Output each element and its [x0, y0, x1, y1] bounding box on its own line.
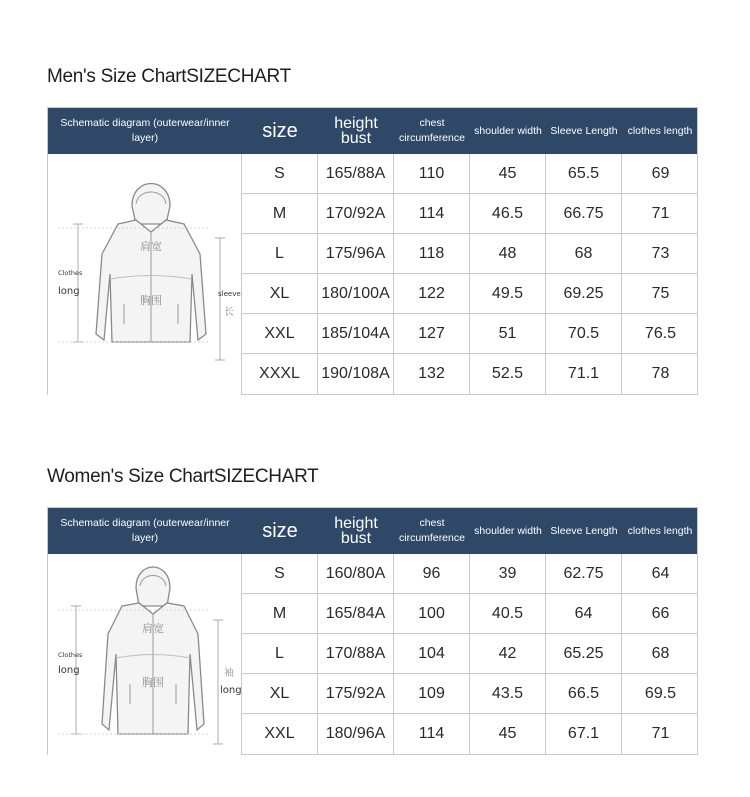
- cell-height-bust: 165/88A: [318, 154, 394, 193]
- cell-length: 71: [651, 204, 670, 222]
- cell-length: 73: [651, 244, 670, 262]
- sleeve-cn-label: 袖: [224, 668, 234, 679]
- cell-height-bust: 180/100A: [318, 274, 394, 313]
- cell-shoulder: 43.5: [470, 674, 546, 713]
- header-shoulder: shoulder width: [474, 124, 542, 137]
- header-diagram: Schematic diagram (outerwear/inner layer): [60, 517, 230, 544]
- men-size-chart: [47, 107, 698, 395]
- header-length: clothes length: [627, 524, 693, 537]
- cell-height-bust: 175/96A: [318, 234, 394, 273]
- cell-length: 64: [651, 564, 670, 582]
- table-row: [242, 634, 697, 674]
- cell-shoulder: 52.5: [470, 354, 546, 394]
- table-row: [242, 354, 697, 394]
- cell-size: M: [242, 194, 318, 233]
- cell-chest: 100: [394, 594, 470, 633]
- cell-chest: 110: [394, 154, 470, 193]
- cell-shoulder: 45: [470, 154, 546, 193]
- cell-length: 78: [651, 365, 670, 382]
- cell-length: 68: [651, 644, 670, 662]
- cell-length: 66: [651, 604, 670, 622]
- cell-shoulder: 42: [470, 634, 546, 673]
- clothes-label: Clothes: [58, 269, 83, 277]
- cell-size: XL: [242, 674, 318, 713]
- cell-sleeve: 67.1: [546, 714, 622, 754]
- long-label: long: [58, 286, 80, 297]
- chest-label: 胸围: [140, 294, 162, 307]
- cell-chest: 96: [394, 554, 470, 593]
- header-height-bust: height bust: [334, 515, 378, 547]
- cell-chest: 104: [394, 634, 470, 673]
- men-chart-title: Men's Size ChartSIZECHART: [47, 66, 291, 87]
- cell-height-bust: 165/84A: [318, 594, 394, 633]
- cell-sleeve: 70.5: [546, 314, 622, 353]
- table-row: [242, 154, 697, 194]
- cell-shoulder: 48: [470, 234, 546, 273]
- cell-shoulder: 40.5: [470, 594, 546, 633]
- sleeve-long-label: long: [220, 685, 241, 696]
- header-size: size: [262, 119, 298, 142]
- sleeve-cn-label: 长: [224, 307, 234, 318]
- cell-length: 69.5: [644, 684, 677, 702]
- cell-height-bust: 170/88A: [318, 634, 394, 673]
- header-shoulder: shoulder width: [474, 524, 542, 537]
- cell-sleeve: 65.25: [546, 634, 622, 673]
- cell-length: 76.5: [644, 324, 677, 342]
- cell-size: XXL: [242, 714, 318, 754]
- cell-size: XL: [242, 274, 318, 313]
- cell-size: L: [242, 234, 318, 273]
- cell-sleeve: 68: [546, 234, 622, 273]
- clothes-label: Clothes: [58, 651, 83, 659]
- table-row: [242, 274, 697, 314]
- cell-chest: 114: [394, 194, 470, 233]
- long-label: long: [58, 665, 80, 676]
- cell-height-bust: 190/108A: [318, 354, 394, 394]
- cell-sleeve: 64: [546, 594, 622, 633]
- cell-size: M: [242, 594, 318, 633]
- cell-shoulder: 39: [470, 554, 546, 593]
- cell-length: 69: [651, 164, 670, 182]
- table-row: [242, 194, 697, 234]
- cell-height-bust: 185/104A: [318, 314, 394, 353]
- women-chart-title: Women's Size ChartSIZECHART: [47, 466, 319, 487]
- cell-chest: 122: [394, 274, 470, 313]
- women-jacket-diagram: [48, 554, 242, 755]
- shoulder-label: 肩宽: [142, 622, 164, 635]
- men-jacket-diagram: [48, 154, 242, 395]
- table-row: [242, 674, 697, 714]
- table-row: [242, 714, 697, 754]
- cell-sleeve: 65.5: [546, 154, 622, 193]
- cell-size: XXXL: [242, 354, 318, 394]
- header-diagram: Schematic diagram (outerwear/inner layer): [60, 117, 230, 144]
- header-chest: chest circumference: [399, 517, 465, 544]
- cell-size: S: [242, 554, 318, 593]
- header-sleeve: Sleeve Length: [550, 524, 618, 537]
- shoulder-label: 肩宽: [140, 240, 162, 253]
- table-row: [242, 314, 697, 354]
- cell-height-bust: 160/80A: [318, 554, 394, 593]
- cell-chest: 132: [394, 354, 470, 394]
- women-size-chart: [47, 507, 698, 755]
- cell-shoulder: 51: [470, 314, 546, 353]
- jacket-illustration: [48, 554, 241, 755]
- sleeve-label: sleeve: [218, 290, 241, 298]
- cell-size: L: [242, 634, 318, 673]
- cell-sleeve: 62.75: [546, 554, 622, 593]
- cell-size: XXL: [242, 314, 318, 353]
- cell-sleeve: 66.5: [546, 674, 622, 713]
- cell-length: 71: [651, 725, 670, 742]
- women-chart-header: [48, 508, 697, 554]
- cell-sleeve: 69.25: [546, 274, 622, 313]
- cell-size: S: [242, 154, 318, 193]
- cell-chest: 114: [394, 714, 470, 754]
- cell-chest: 109: [394, 674, 470, 713]
- cell-chest: 127: [394, 314, 470, 353]
- table-row: [242, 234, 697, 274]
- chest-label: 胸围: [142, 676, 164, 689]
- header-chest: chest circumference: [399, 117, 465, 144]
- cell-shoulder: 45: [470, 714, 546, 754]
- cell-sleeve: 66.75: [546, 194, 622, 233]
- cell-chest: 118: [394, 234, 470, 273]
- cell-height-bust: 180/96A: [318, 714, 394, 754]
- cell-sleeve: 71.1: [546, 354, 622, 394]
- header-height-bust: height bust: [334, 115, 378, 147]
- cell-shoulder: 49.5: [470, 274, 546, 313]
- table-row: [242, 554, 697, 594]
- men-chart-header: [48, 108, 697, 154]
- cell-shoulder: 46.5: [470, 194, 546, 233]
- header-size: size: [262, 519, 298, 542]
- header-sleeve: Sleeve Length: [550, 124, 618, 137]
- header-length: clothes length: [627, 124, 693, 137]
- cell-height-bust: 175/92A: [318, 674, 394, 713]
- table-row: [242, 594, 697, 634]
- jacket-illustration: [48, 154, 241, 395]
- cell-height-bust: 170/92A: [318, 194, 394, 233]
- cell-length: 75: [651, 284, 670, 302]
